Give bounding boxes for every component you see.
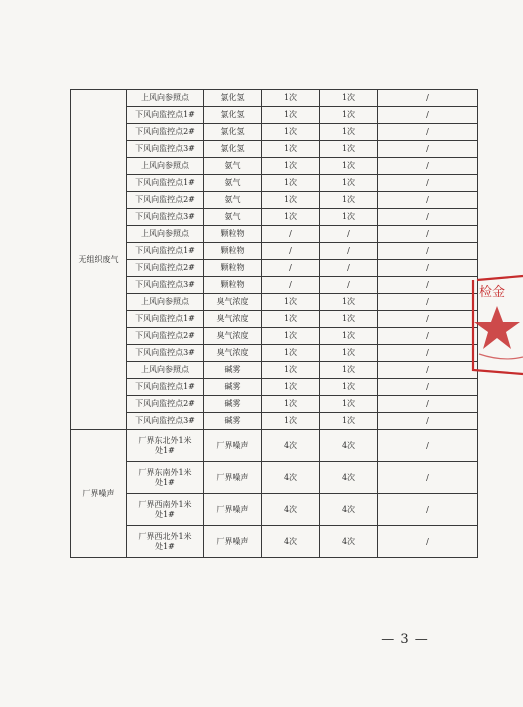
remark-cell: / bbox=[378, 362, 478, 379]
remark-cell: / bbox=[378, 396, 478, 413]
location-cell: 下风向监控点1# bbox=[127, 107, 204, 124]
count-cell: 4次 bbox=[320, 494, 378, 526]
item-cell: 氨气 bbox=[204, 209, 262, 226]
table-row bbox=[71, 124, 478, 141]
frequency-cell: 1次 bbox=[262, 158, 320, 175]
frequency-cell: / bbox=[262, 243, 320, 260]
remark-cell: / bbox=[378, 430, 478, 462]
location-cell bbox=[127, 462, 204, 494]
item-cell: 碱雾 bbox=[204, 396, 262, 413]
category-cell: 无组织废气 bbox=[71, 90, 127, 430]
frequency-cell: / bbox=[262, 226, 320, 243]
item-cell: 臭气浓度 bbox=[204, 294, 262, 311]
location-line-1: 厂界东北外1米 bbox=[138, 435, 192, 445]
item-cell: 碱雾 bbox=[204, 362, 262, 379]
remark-cell: / bbox=[378, 294, 478, 311]
item-cell: 氨气 bbox=[204, 158, 262, 175]
count-cell: 1次 bbox=[320, 396, 378, 413]
monitoring-table-body bbox=[71, 90, 478, 558]
count-cell: 1次 bbox=[320, 328, 378, 345]
count-cell: 1次 bbox=[320, 90, 378, 107]
frequency-cell: 1次 bbox=[262, 209, 320, 226]
frequency-cell: 1次 bbox=[262, 362, 320, 379]
item-cell: 厂界噪声 bbox=[204, 462, 262, 494]
count-cell: 1次 bbox=[320, 192, 378, 209]
location-cell: 上风向参照点 bbox=[127, 362, 204, 379]
item-cell: 颗粒物 bbox=[204, 226, 262, 243]
location-line-1: 厂界西北外1米 bbox=[138, 531, 192, 541]
location-line-2: 处1# bbox=[155, 509, 175, 519]
monitoring-table bbox=[70, 89, 478, 558]
remark-cell: / bbox=[378, 328, 478, 345]
location-line-2: 处1# bbox=[155, 541, 175, 551]
frequency-cell: 1次 bbox=[262, 141, 320, 158]
item-cell: 颗粒物 bbox=[204, 260, 262, 277]
item-cell: 氯化氢 bbox=[204, 107, 262, 124]
table-row bbox=[71, 141, 478, 158]
frequency-cell: / bbox=[262, 277, 320, 294]
item-cell: 臭气浓度 bbox=[204, 328, 262, 345]
location-cell: 下风向监控点2# bbox=[127, 328, 204, 345]
frequency-cell: 1次 bbox=[262, 311, 320, 328]
location-line-2: 处1# bbox=[155, 445, 175, 455]
table-row bbox=[71, 277, 478, 294]
location-line-2: 处1# bbox=[155, 477, 175, 487]
frequency-cell: 1次 bbox=[262, 175, 320, 192]
count-cell: / bbox=[320, 243, 378, 260]
location-cell: 下风向监控点3# bbox=[127, 277, 204, 294]
count-cell: / bbox=[320, 226, 378, 243]
location-cell: 下风向监控点1# bbox=[127, 311, 204, 328]
table-row bbox=[71, 90, 478, 107]
table-row bbox=[71, 462, 478, 494]
remark-cell: / bbox=[378, 175, 478, 192]
item-cell: 厂界噪声 bbox=[204, 526, 262, 558]
remark-cell: / bbox=[378, 90, 478, 107]
frequency-cell: 1次 bbox=[262, 192, 320, 209]
remark-cell: / bbox=[378, 124, 478, 141]
count-cell: 1次 bbox=[320, 124, 378, 141]
count-cell: 1次 bbox=[320, 141, 378, 158]
frequency-cell: 1次 bbox=[262, 396, 320, 413]
remark-cell: / bbox=[378, 413, 478, 430]
remark-cell: / bbox=[378, 243, 478, 260]
item-cell: 厂界噪声 bbox=[204, 494, 262, 526]
location-cell: 上风向参照点 bbox=[127, 226, 204, 243]
table-row bbox=[71, 413, 478, 430]
table-row bbox=[71, 379, 478, 396]
location-cell: 上风向参照点 bbox=[127, 294, 204, 311]
table-row bbox=[71, 260, 478, 277]
table-row bbox=[71, 311, 478, 328]
location-cell: 下风向监控点3# bbox=[127, 141, 204, 158]
count-cell: 1次 bbox=[320, 158, 378, 175]
frequency-cell: 1次 bbox=[262, 379, 320, 396]
location-cell: 下风向监控点2# bbox=[127, 124, 204, 141]
remark-cell: / bbox=[378, 277, 478, 294]
location-cell: 下风向监控点1# bbox=[127, 175, 204, 192]
count-cell: 1次 bbox=[320, 362, 378, 379]
item-cell: 臭气浓度 bbox=[204, 311, 262, 328]
count-cell: / bbox=[320, 277, 378, 294]
frequency-cell: 1次 bbox=[262, 328, 320, 345]
table-row bbox=[71, 396, 478, 413]
item-cell: 氯化氢 bbox=[204, 124, 262, 141]
location-cell: 下风向监控点3# bbox=[127, 209, 204, 226]
location-cell: 下风向监控点1# bbox=[127, 379, 204, 396]
table-row bbox=[71, 209, 478, 226]
remark-cell: / bbox=[378, 462, 478, 494]
table-row bbox=[71, 526, 478, 558]
frequency-cell: 4次 bbox=[262, 494, 320, 526]
remark-cell: / bbox=[378, 379, 478, 396]
frequency-cell: 4次 bbox=[262, 430, 320, 462]
table-row bbox=[71, 192, 478, 209]
frequency-cell: 1次 bbox=[262, 294, 320, 311]
count-cell: 1次 bbox=[320, 107, 378, 124]
item-cell: 颗粒物 bbox=[204, 243, 262, 260]
table-row bbox=[71, 243, 478, 260]
item-cell: 氨气 bbox=[204, 192, 262, 209]
table-row bbox=[71, 362, 478, 379]
count-cell: 1次 bbox=[320, 345, 378, 362]
category-cell: 厂界噪声 bbox=[71, 430, 127, 558]
item-cell: 氯化氢 bbox=[204, 141, 262, 158]
svg-text:检金: 检金 bbox=[479, 285, 506, 300]
frequency-cell: 1次 bbox=[262, 124, 320, 141]
item-cell: 氯化氢 bbox=[204, 90, 262, 107]
frequency-cell: 1次 bbox=[262, 345, 320, 362]
remark-cell: / bbox=[378, 192, 478, 209]
count-cell: 4次 bbox=[320, 462, 378, 494]
location-cell: 下风向监控点2# bbox=[127, 192, 204, 209]
table-row bbox=[71, 430, 478, 462]
table-row bbox=[71, 158, 478, 175]
remark-cell: / bbox=[378, 526, 478, 558]
remark-cell: / bbox=[378, 158, 478, 175]
location-cell: 下风向监控点2# bbox=[127, 260, 204, 277]
remark-cell: / bbox=[378, 260, 478, 277]
location-cell bbox=[127, 430, 204, 462]
frequency-cell: / bbox=[262, 260, 320, 277]
location-cell: 下风向监控点1# bbox=[127, 243, 204, 260]
item-cell: 颗粒物 bbox=[204, 277, 262, 294]
table-row bbox=[71, 328, 478, 345]
frequency-cell: 4次 bbox=[262, 526, 320, 558]
count-cell: 1次 bbox=[320, 379, 378, 396]
remark-cell: / bbox=[378, 141, 478, 158]
item-cell: 碱雾 bbox=[204, 379, 262, 396]
page-number: — 3 — bbox=[381, 632, 429, 647]
remark-cell: / bbox=[378, 345, 478, 362]
location-cell: 下风向监控点3# bbox=[127, 413, 204, 430]
count-cell: 1次 bbox=[320, 311, 378, 328]
location-line-1: 厂界东南外1米 bbox=[138, 467, 192, 477]
table-row bbox=[71, 107, 478, 124]
count-cell: 1次 bbox=[320, 175, 378, 192]
remark-cell: / bbox=[378, 226, 478, 243]
table-row bbox=[71, 294, 478, 311]
count-cell: 4次 bbox=[320, 430, 378, 462]
location-cell bbox=[127, 494, 204, 526]
location-cell: 上风向参照点 bbox=[127, 158, 204, 175]
count-cell: 1次 bbox=[320, 294, 378, 311]
frequency-cell: 1次 bbox=[262, 413, 320, 430]
table-row bbox=[71, 494, 478, 526]
item-cell: 碱雾 bbox=[204, 413, 262, 430]
location-cell bbox=[127, 526, 204, 558]
item-cell: 氨气 bbox=[204, 175, 262, 192]
remark-cell: / bbox=[378, 494, 478, 526]
remark-cell: / bbox=[378, 209, 478, 226]
frequency-cell: 1次 bbox=[262, 90, 320, 107]
location-cell: 下风向监控点3# bbox=[127, 345, 204, 362]
location-line-1: 厂界西南外1米 bbox=[138, 499, 192, 509]
item-cell: 厂界噪声 bbox=[204, 430, 262, 462]
remark-cell: / bbox=[378, 311, 478, 328]
location-cell: 上风向参照点 bbox=[127, 90, 204, 107]
frequency-cell: 4次 bbox=[262, 462, 320, 494]
frequency-cell: 1次 bbox=[262, 107, 320, 124]
remark-cell: / bbox=[378, 107, 478, 124]
table-row bbox=[71, 345, 478, 362]
count-cell: 1次 bbox=[320, 413, 378, 430]
count-cell: 4次 bbox=[320, 526, 378, 558]
location-cell: 下风向监控点2# bbox=[127, 396, 204, 413]
count-cell: 1次 bbox=[320, 209, 378, 226]
table-row bbox=[71, 226, 478, 243]
item-cell: 臭气浓度 bbox=[204, 345, 262, 362]
count-cell: / bbox=[320, 260, 378, 277]
table-row bbox=[71, 175, 478, 192]
